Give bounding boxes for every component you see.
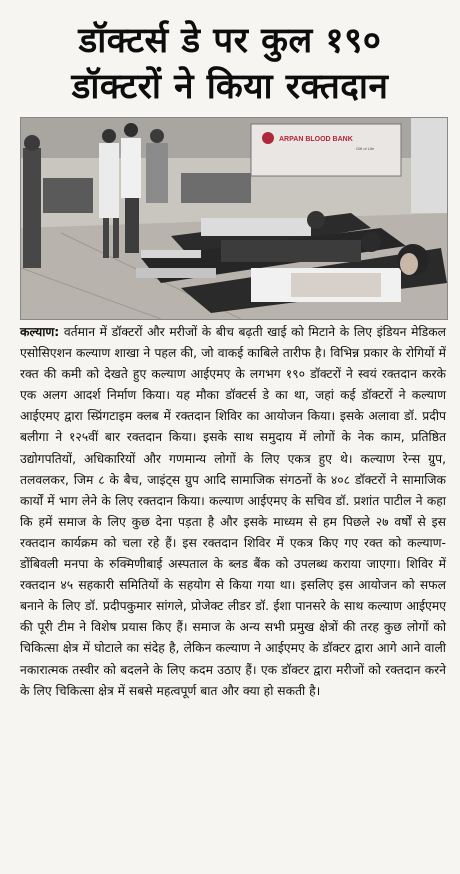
headline — [8, 18, 452, 110]
headline-line-1: डॉक्टर्स डे पर कुल १९० — [78, 21, 382, 61]
blood-bank-subtext: Gift of Life — [356, 146, 375, 151]
dateline: कल्याण: — [20, 325, 60, 339]
article-body — [20, 322, 446, 702]
news-photo — [20, 117, 448, 320]
headline-line-2: डॉक्टरों ने किया रक्तदान — [71, 67, 389, 107]
blood-bank-sign: ARPAN BLOOD BANK — [279, 136, 353, 143]
blood-donation-camp-photo — [21, 118, 447, 319]
article-text: वर्तमान में डॉक्टरों और मरीजों के बीच बढ़ती खाई को मिटाने के लिए इंडियन मेडिकल एसोसिएशन कल्याण शाखा ने पहल की, जो वाकई काबिले तारीफ है। विभिन्न प्रकार के रोगियों में रक्त की कमी को देखते हुए कल्याण आईएमए के लगभग १९० डॉक्टरों ने स्वयं रक्तदान करके एक अलग आदर्श निर्माण किया। यह मौका डॉक्टर्स डे का था, जहां कई डॉक्टरों ने कल्याण आईएमए द्वारा स्प्रिंगटाइम क्लब में रक्तदान शिविर का आयोजन किया। इसके अलावा डॉ. प्रदीप बलीगा ने १२५वीं बार रक्तदान किया। इसके साथ समुदाय में लोगों के नेक काम, प्रतिष्ठित उद्योगपतियों, अधिकारियों और गणमान्य लोगों के लिए एकत्र हुए थे। कल्याण रेन्स ग्रुप, तलवलकर, जिम ८ के बैच, जाइंट्स ग्रुप आदि सामाजिक संगठनों के ४०८ डॉक्टरों ने सामाजिक कार्यों में भाग लेने के लिए रक्तदान किया। कल्याण आईएमए के सचिव डॉ. प्रशांत पाटील ने कहा कि हमें समाज के लिए कुछ देना पड़ता है और इसके माध्यम से हम पिछले २७ वर्षों से इस रक्तदान कार्यक्रम को चला रहे हैं। इस रक्तदान शिविर में एकत्र किए गए रक्त को कल्याण-डोंबिवली मनपा के रुक्मिणीबाई अस्पताल के ब्लड बैंक को उपलब्ध कराया जाएगा। शिविर में रक्तदान ४५ सहकारी समितियों के सहयोग से किया गया था। इसलिए इस आयोजन को सफल बनाने के लिए डॉ. प्रदीपकुमार सांगले, प्रोजेक्ट लीडर डॉ. ईशा पानसरे के साथ कल्याण आईएमए की पूरी टीम ने विशेष प्रयास किए हैं। समाज के अन्य सभी प्रमुख क्षेत्रों की तरह कुछ लोगों को चिकित्सा क्षेत्र में घोटाले का संदेह है, लेकिन कल्याण ने आईएमए के डॉक्टर द्वारा आगे आने वाली नकारात्मक तस्वीर को बदलने के लिए कदम उठाए हैं। एक डॉक्टर द्वारा मरीजों को रक्तदान करने के लिए चिकित्सा क्षेत्र में सबसे महत्वपूर्ण बात और क्या हो सकती है। — [20, 325, 447, 698]
